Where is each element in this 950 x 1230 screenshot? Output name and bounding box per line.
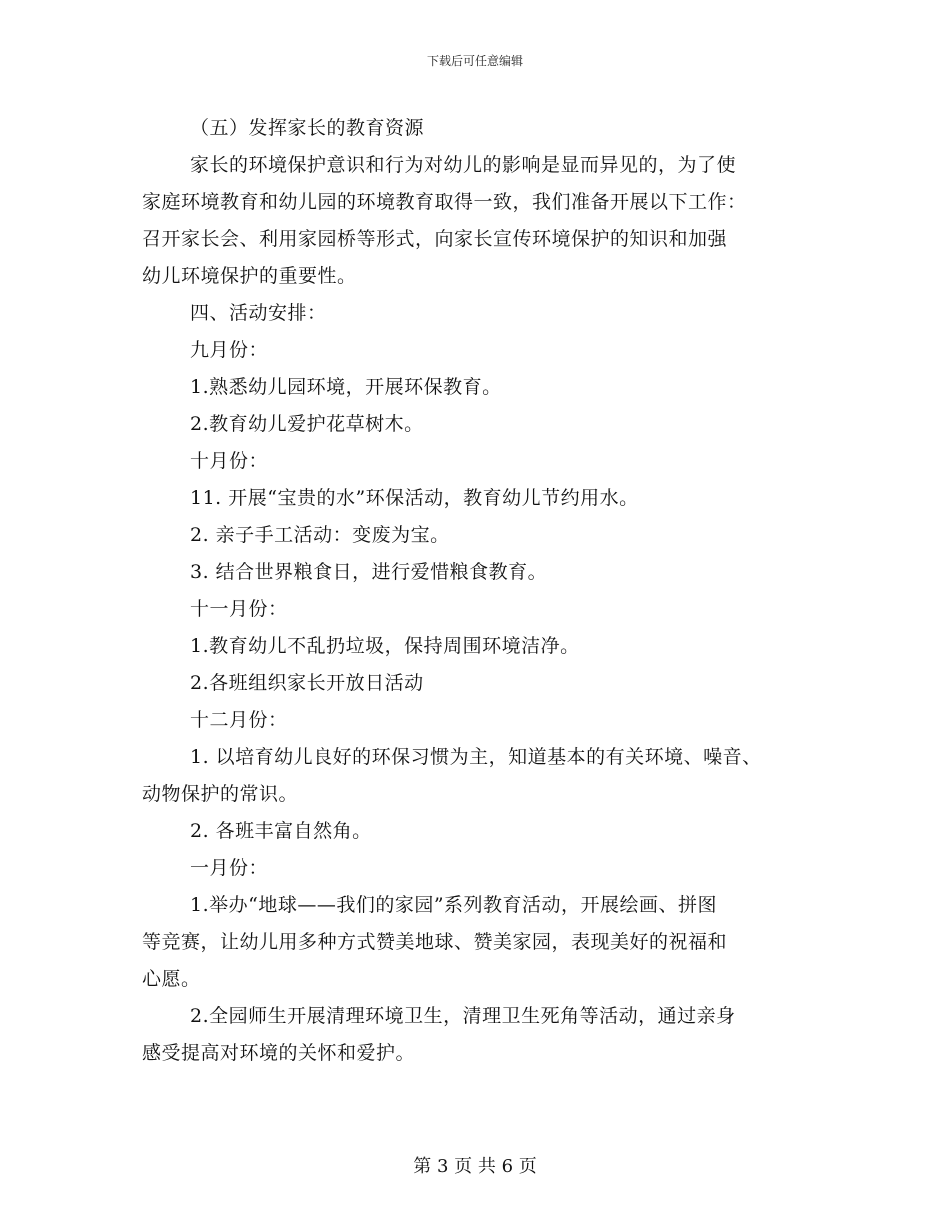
- paragraph-line: 幼儿环境保护的重要性。: [142, 265, 357, 287]
- section-heading: 四、活动安排：: [190, 302, 327, 324]
- month-heading: 十月份：: [190, 450, 269, 472]
- month-heading: 十一月份：: [190, 598, 288, 620]
- list-item: 1.举办“地球——我们的家园”系列教育活动，开展绘画、拼图: [190, 894, 718, 916]
- list-item: 1.教育幼儿不乱扔垃圾，保持周围环境洁净。: [190, 635, 580, 657]
- month-heading: 九月份：: [190, 339, 269, 361]
- document-body: [142, 110, 822, 1072]
- month-heading: 一月份：: [190, 857, 269, 879]
- page-header-note: 下载后可任意编辑: [426, 54, 523, 68]
- month-heading: 十二月份：: [190, 709, 288, 731]
- page-number: 第 3 页 共 6 页: [413, 1156, 537, 1177]
- list-item: 2.全园师生开展清理环境卫生，清理卫生死角等活动，通过亲身: [190, 1005, 736, 1027]
- list-item-continuation: 等竞赛，让幼儿用多种方式赞美地球、赞美家园，表现美好的祝福和: [142, 931, 728, 953]
- list-item: 2.教育幼儿爱护花草树木。: [190, 413, 424, 435]
- list-item-continuation: 心愿。: [142, 968, 201, 990]
- list-item: 3. 结合世界粮食日，进行爱惜粮食教育。: [190, 561, 548, 583]
- list-item: 11. 开展“宝贵的水”环保活动，教育幼儿节约用水。: [190, 487, 639, 509]
- list-item: 2.各班组织家长开放日活动: [190, 672, 424, 694]
- paragraph-line: 家长的环境保护意识和行为对幼儿的影响是显而异见的，为了使: [190, 154, 737, 176]
- list-item: 1. 以培育幼儿良好的环保习惯为主，知道基本的有关环境、噪音、: [190, 746, 762, 768]
- list-item: 2. 各班丰富自然角。: [190, 820, 372, 842]
- section-heading: （五）发挥家长的教育资源: [190, 117, 425, 139]
- list-item-continuation: 动物保护的常识。: [142, 783, 299, 805]
- paragraph-line: 家庭环境教育和幼儿园的环境教育取得一致，我们准备开展以下工作：: [142, 191, 747, 213]
- list-item: 2. 亲子手工活动：变废为宝。: [190, 524, 450, 546]
- list-item: 1.熟悉幼儿园环境，开展环保教育。: [190, 376, 502, 398]
- list-item-continuation: 感受提高对环境的关怀和爱护。: [142, 1042, 416, 1064]
- paragraph-line: 召开家长会、利用家园桥等形式，向家长宣传环境保护的知识和加强: [142, 228, 728, 250]
